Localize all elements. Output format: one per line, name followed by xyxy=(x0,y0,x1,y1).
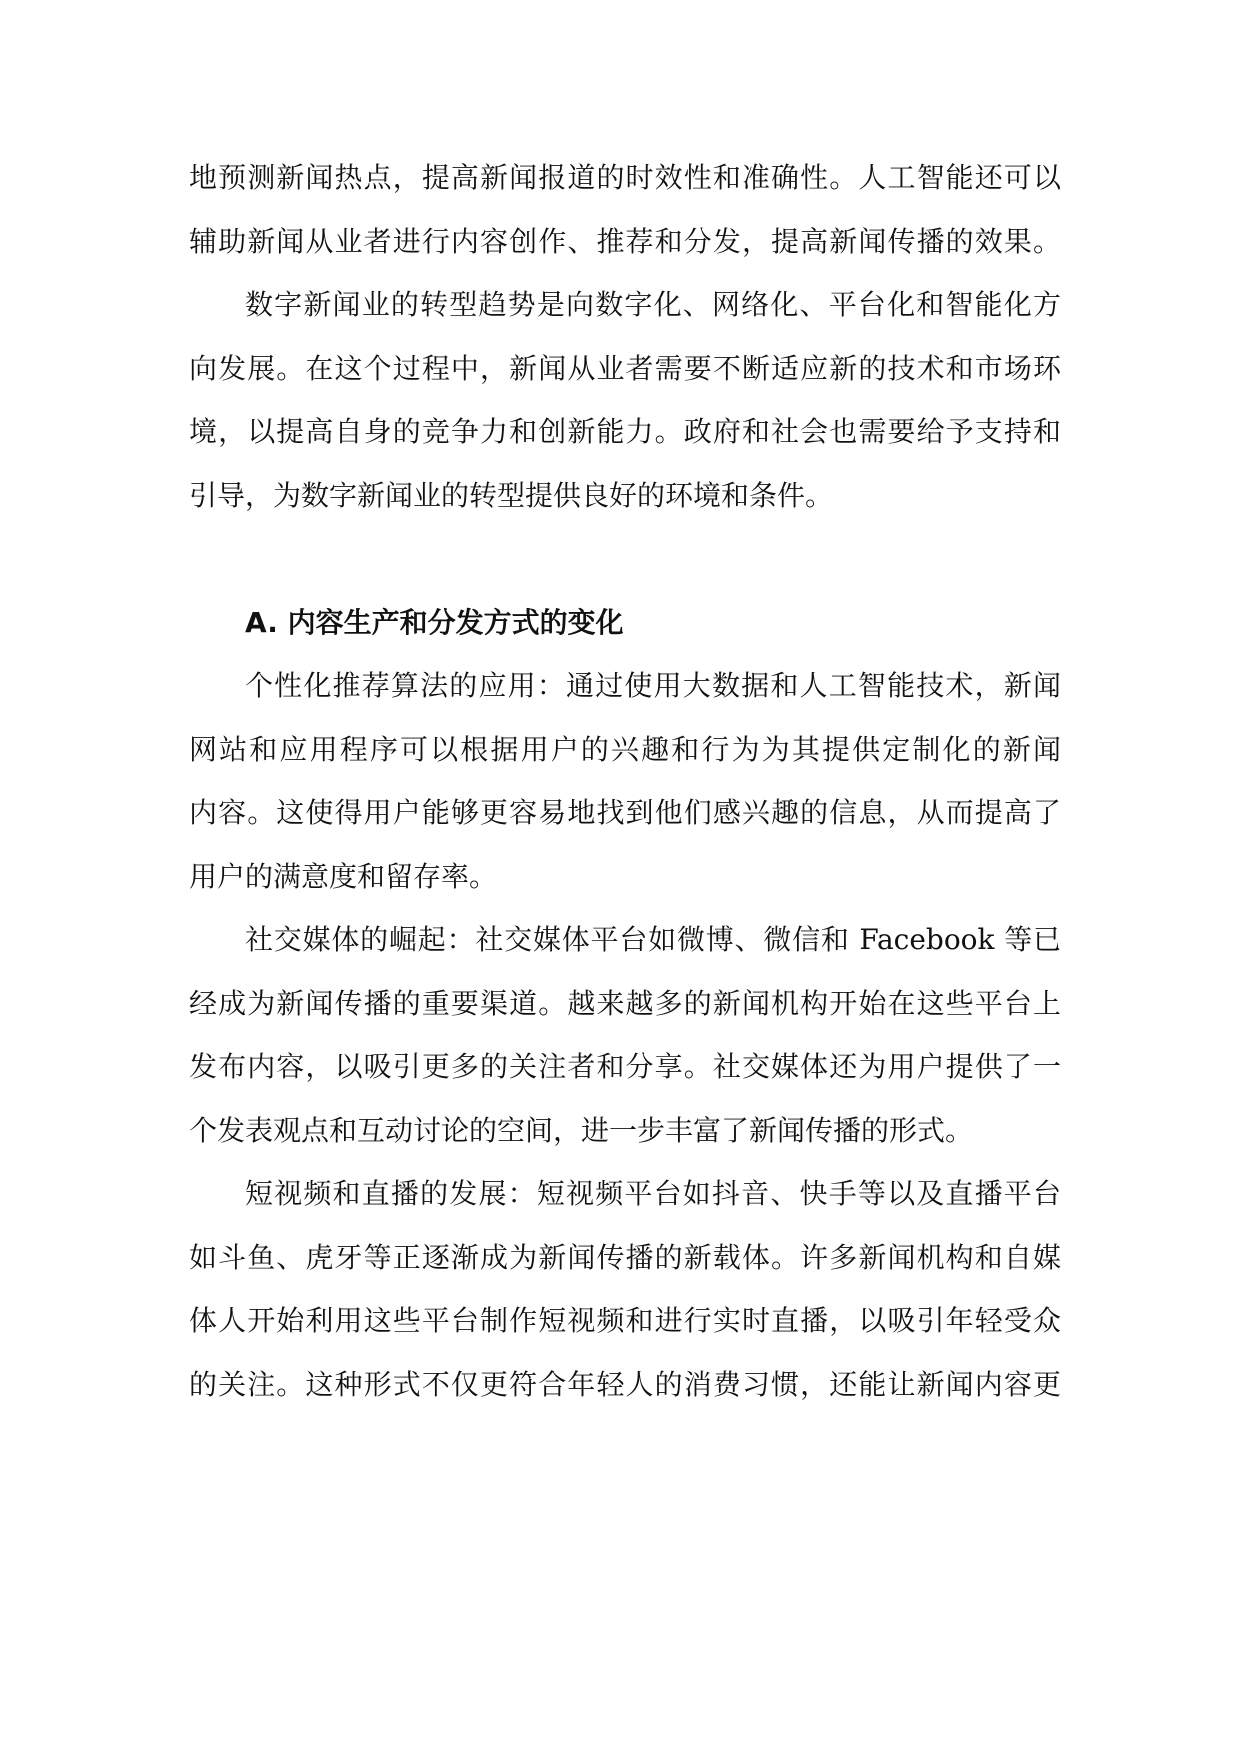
text-line: 个发表观点和互动讨论的空间，进一步丰富了新闻传播的形式。 xyxy=(189,1113,974,1147)
text-line: 如斗鱼、虎牙等正逐渐成为新闻传播的新载体。许多新闻机构和自媒 xyxy=(189,1240,1061,1274)
section-heading: A. 内容生产和分发方式的变化 xyxy=(245,605,624,639)
text-line: 个性化推荐算法的应用：通过使用大数据和人工智能技术，新闻 xyxy=(245,669,1061,702)
text-line: 社交媒体的崛起：社交媒体平台如微博、微信和 Facebook 等已 xyxy=(245,923,1061,956)
text-line: 地预测新闻热点，提高新闻报道的时效性和准确性。人工智能还可以 xyxy=(189,161,1061,194)
text-line: 引导，为数字新闻业的转型提供良好的环境和条件。 xyxy=(189,478,834,512)
text-line: 数字新闻业的转型趋势是向数字化、网络化、平台化和智能化方 xyxy=(245,288,1061,321)
paragraph-personalized-recommendation xyxy=(189,654,1061,908)
paragraph-short-video xyxy=(189,1162,1061,1416)
text-line: 向发展。在这个过程中，新闻从业者需要不断适应新的技术和市场环 xyxy=(189,351,1061,385)
section-spacer xyxy=(189,527,1061,591)
document-body xyxy=(189,146,1061,1416)
text-line: 网站和应用程序可以根据用户的兴趣和行为为其提供定制化的新闻 xyxy=(189,732,1061,766)
text-line: 境，以提高自身的竞争力和创新能力。政府和社会也需要给予支持和 xyxy=(189,415,1061,448)
text-line: 经成为新闻传播的重要渠道。越来越多的新闻机构开始在这些平台上 xyxy=(189,986,1061,1020)
paragraph-social-media xyxy=(189,908,1061,1162)
paragraph-transformation-trend xyxy=(189,273,1061,527)
text-line: 发布内容，以吸引更多的关注者和分享。社交媒体还为用户提供了一 xyxy=(189,1050,1061,1083)
text-line: 辅助新闻从业者进行内容创作、推荐和分发，提高新闻传播的效果。 xyxy=(189,224,1061,258)
text-line: 用户的满意度和留存率。 xyxy=(189,859,498,893)
text-line: 的关注。这种形式不仅更符合年轻人的消费习惯，还能让新闻内容更 xyxy=(189,1367,1061,1401)
text-line: 短视频和直播的发展：短视频平台如抖音、快手等以及直播平台 xyxy=(245,1177,1061,1210)
paragraph-ai-prediction xyxy=(189,146,1061,273)
text-line: 内容。这使得用户能够更容易地找到他们感兴趣的信息，从而提高了 xyxy=(189,796,1061,829)
text-line: 体人开始利用这些平台制作短视频和进行实时直播，以吸引年轻受众 xyxy=(189,1304,1061,1337)
